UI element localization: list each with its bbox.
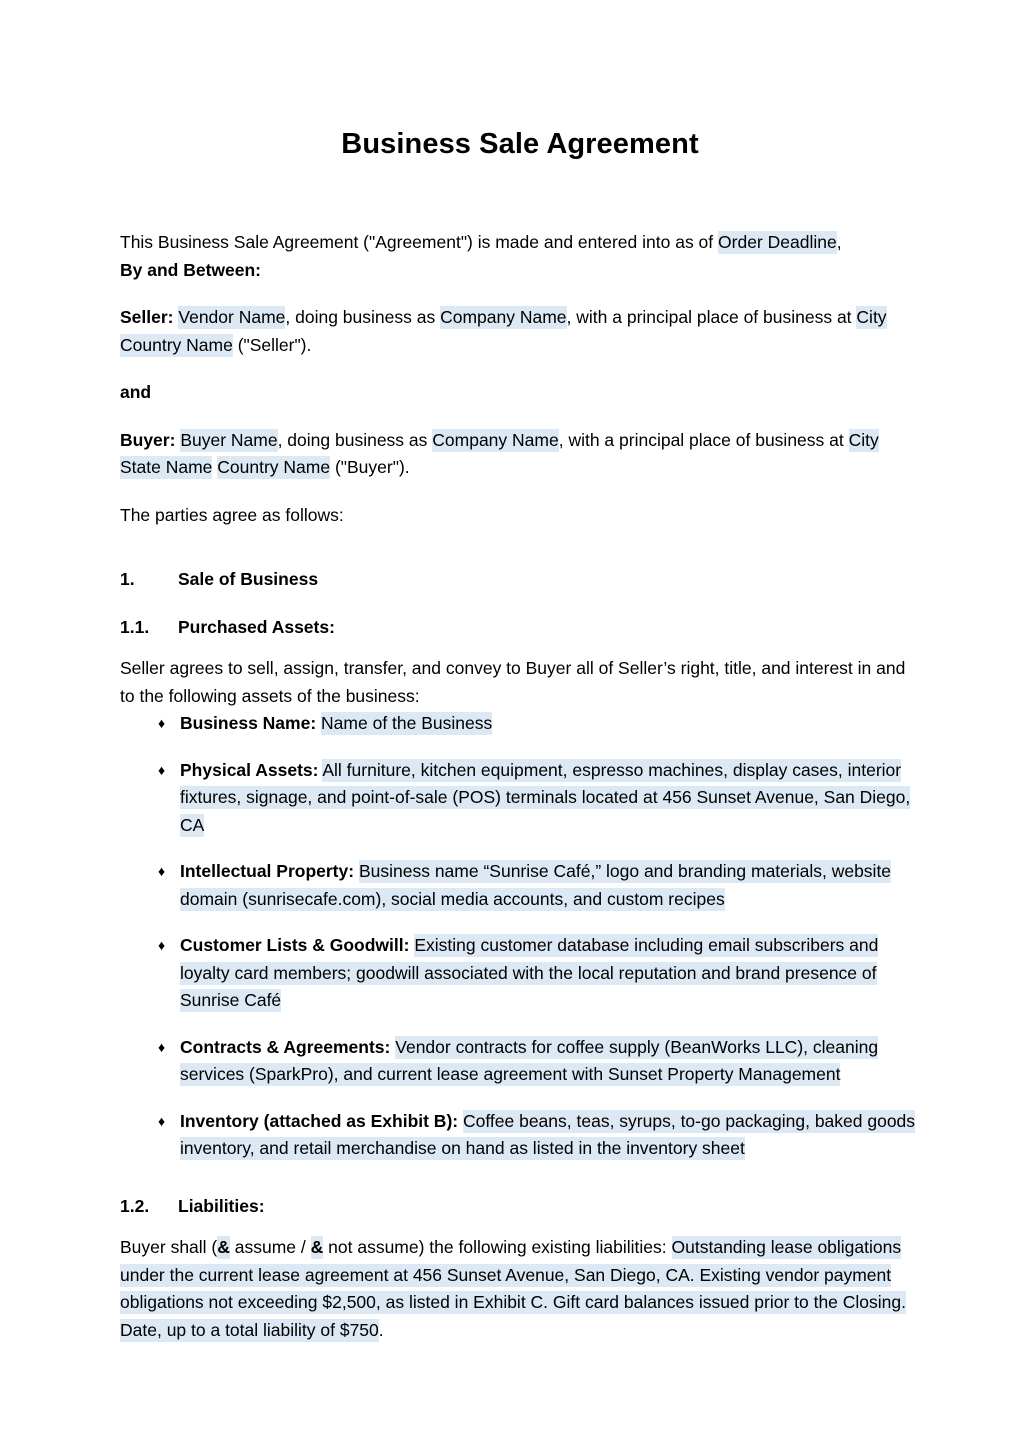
buyer-mid-1: , doing business as xyxy=(277,429,433,450)
diamond-bullet-icon: ♦ xyxy=(158,761,166,778)
field-buyer-country-name[interactable]: Country Name xyxy=(217,457,331,477)
buyer-label: Buyer: xyxy=(120,429,176,450)
spacer xyxy=(120,1220,920,1234)
spacer xyxy=(120,161,920,229)
field-seller-company-name[interactable]: Company Name xyxy=(440,307,567,327)
field-order-deadline[interactable]: Order Deadline xyxy=(718,232,837,252)
intro-paragraph xyxy=(120,229,920,284)
section-heading-1-2 xyxy=(120,1193,920,1221)
list-item xyxy=(120,1034,920,1089)
list-item xyxy=(120,710,920,738)
field-buyer-company-name[interactable]: Company Name xyxy=(432,429,559,450)
seller-mid-1: , doing business as xyxy=(285,307,441,327)
section-number-1-1: 1.1. xyxy=(120,616,150,637)
liabilities-paragraph xyxy=(120,1234,920,1344)
field-asset-value[interactable]: Vendor contracts for coffee supply (BeanWorks LLC), cleaning services (SparkPro), and current lease agreement with Sunset Property Management xyxy=(180,1036,879,1084)
field-seller-country-name[interactable]: Country Name xyxy=(120,334,233,355)
asset-label: Intellectual Property: xyxy=(180,861,355,881)
assume-label: assume / xyxy=(229,1237,311,1257)
spacer xyxy=(120,359,920,379)
checkbox-assume[interactable]: & xyxy=(217,1237,230,1257)
section-heading-1 xyxy=(120,566,920,594)
seller-suffix: ("Seller"). xyxy=(232,334,312,355)
field-asset-value[interactable]: Existing customer database including email subscribers and loyalty card members; goodwill associated with the local reputation and brand presence of Sunrise Café xyxy=(180,935,879,1010)
liabilities-prefix: Buyer shall ( xyxy=(120,1237,218,1257)
checkbox-not-assume[interactable]: & xyxy=(310,1237,324,1257)
spacer xyxy=(120,529,920,566)
diamond-bullet-icon: ♦ xyxy=(158,1112,166,1129)
list-item xyxy=(120,858,920,913)
section-number-1: 1. xyxy=(120,569,135,589)
asset-label: Inventory (attached as Exhibit B): xyxy=(180,1110,459,1131)
field-liabilities-value[interactable]: Outstanding lease obligations under the current lease agreement at 456 Sunset Avenue, San Diego, CA. Existing vendor payment obligations not exceeding $2,500, as listed in Exhibit C. Gift card balances issued prior to the Closing. Date, up to a total liability of $750 xyxy=(120,1237,907,1340)
asset-label: Customer Lists & Goodwill: xyxy=(180,935,410,955)
purchased-assets-intro: Seller agrees to sell, assign, transfer, and convey to Buyer all of Seller’s right, title, and interest in and to the following assets of the business: xyxy=(120,658,906,706)
intro-text-lead: This Business Sale Agreement ("Agreement") is made and entered into as of xyxy=(120,232,719,252)
spacer xyxy=(120,284,920,304)
by-and-between-label: By and Between: xyxy=(120,259,261,280)
diamond-bullet-icon: ♦ xyxy=(158,715,166,731)
section-title-1: Sale of Business xyxy=(178,569,319,589)
field-buyer-name[interactable]: Buyer Name xyxy=(180,429,278,450)
document-body xyxy=(120,0,920,1344)
seller-paragraph xyxy=(120,304,920,359)
page-title: Business Sale Agreement xyxy=(341,128,699,160)
agree-line: The parties agree as follows: xyxy=(120,504,344,525)
list-item xyxy=(120,1108,920,1163)
section-heading-1-1 xyxy=(120,614,920,642)
list-item xyxy=(120,932,920,1015)
field-vendor-name[interactable]: Vendor Name xyxy=(178,307,286,327)
diamond-bullet-icon: ♦ xyxy=(158,937,166,953)
field-asset-value[interactable]: Business name “Sunrise Café,” logo and branding materials, website domain (sunrisecafe.com), social media accounts, and custom recipes xyxy=(180,861,892,909)
asset-label: Contracts & Agreements: xyxy=(180,1036,391,1057)
seller-label: Seller: xyxy=(120,307,174,327)
intro-text-comma: , xyxy=(836,232,842,252)
section-title-1-2: Liabilities: xyxy=(178,1195,265,1216)
list-item xyxy=(120,757,920,840)
spacer xyxy=(120,594,920,614)
spacer xyxy=(120,641,920,655)
asset-label: Business Name: xyxy=(180,713,317,733)
field-asset-value[interactable]: Name of the Business xyxy=(321,713,493,733)
seller-mid-2: , with a principal place of business at xyxy=(566,307,857,327)
liabilities-end-period: . xyxy=(378,1319,384,1340)
conjunction-label: and xyxy=(120,382,152,402)
diamond-bullet-icon: ♦ xyxy=(158,1038,166,1055)
section-title-1-1: Purchased Assets: xyxy=(178,616,335,637)
asset-label: Physical Assets: xyxy=(180,759,319,780)
buyer-suffix: ("Buyer"). xyxy=(330,457,410,477)
spacer xyxy=(120,1163,920,1193)
asset-bullet-list xyxy=(120,710,920,1163)
not-assume-label: not assume) the following existing liabilities: xyxy=(323,1237,672,1257)
spacer xyxy=(120,407,920,427)
field-buyer-state-name[interactable]: State Name xyxy=(120,457,213,477)
conjunction-paragraph xyxy=(120,379,920,407)
field-seller-city[interactable]: City xyxy=(856,307,887,327)
spacer xyxy=(120,482,920,502)
field-asset-value[interactable]: Coffee beans, teas, syrups, to-go packaging, baked goods inventory, and retail merchandise on hand as listed in the inventory sheet xyxy=(180,1110,916,1158)
section-number-1-2: 1.2. xyxy=(120,1195,150,1216)
diamond-bullet-icon: ♦ xyxy=(158,863,166,879)
field-buyer-city[interactable]: City xyxy=(848,429,879,450)
buyer-paragraph xyxy=(120,427,920,482)
field-asset-value[interactable]: All furniture, kitchen equipment, espresso machines, display cases, interior fixtures, signage, and point-of-sale (POS) terminals located at 456 Sunset Avenue, San Diego, CA xyxy=(180,759,911,835)
buyer-mid-2: , with a principal place of business at xyxy=(558,429,849,450)
